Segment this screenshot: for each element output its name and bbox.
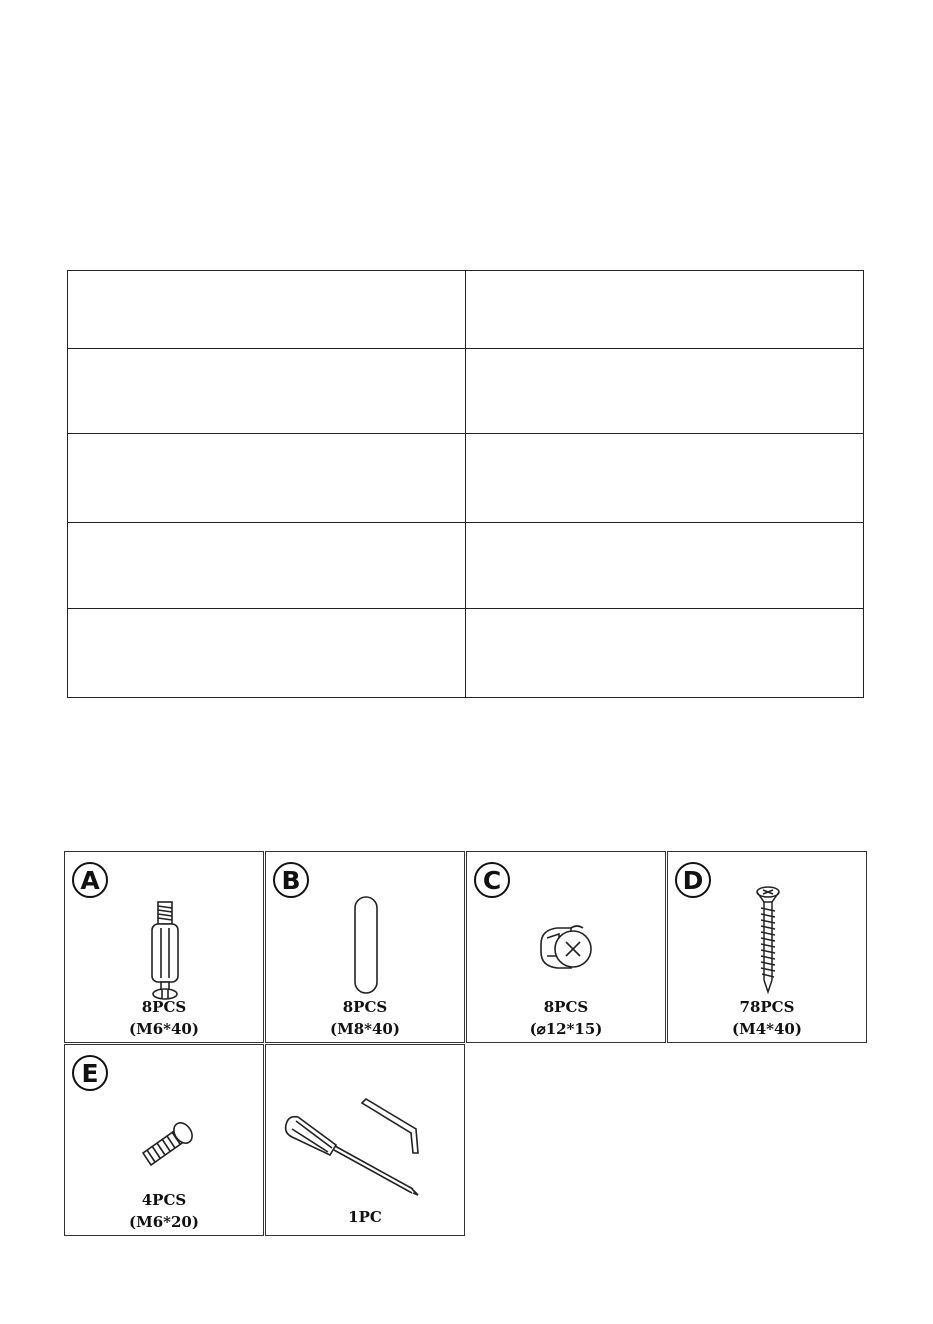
hardware-item-a (64, 851, 264, 1043)
hardware-item-c (466, 851, 666, 1043)
hardware-list (64, 851, 867, 1236)
table-cell (68, 349, 466, 434)
table-cell (68, 271, 466, 349)
item-letter-badge: D (675, 862, 711, 898)
table-row (68, 271, 864, 349)
item-size: (⌀12*15) (529, 1020, 603, 1038)
item-quantity: 8PCS (342, 998, 388, 1016)
parts-table (67, 270, 864, 698)
table-cell (68, 523, 466, 609)
table-row (68, 609, 864, 698)
item-quantity: 1PC (348, 1208, 382, 1226)
item-size: (M4*40) (732, 1020, 802, 1038)
table-cell (466, 434, 864, 523)
table-row (68, 523, 864, 609)
item-letter-badge: C (474, 862, 510, 898)
item-quantity: 8PCS (543, 998, 589, 1016)
hardware-item-tools (265, 1044, 465, 1236)
table-cell (466, 349, 864, 434)
item-quantity: 78PCS (739, 998, 795, 1016)
item-quantity: 4PCS (141, 1191, 187, 1209)
item-letter-badge: B (273, 862, 309, 898)
table-cell (466, 523, 864, 609)
item-quantity: 8PCS (141, 998, 187, 1016)
table-cell (68, 434, 466, 523)
table-cell (466, 271, 864, 349)
item-letter-badge: A (72, 862, 108, 898)
hardware-item-d (667, 851, 867, 1043)
hardware-item-b (265, 851, 465, 1043)
item-letter-badge: E (72, 1055, 108, 1091)
table-row (68, 349, 864, 434)
table-row (68, 434, 864, 523)
table-cell (68, 609, 466, 698)
item-size: (M8*40) (330, 1020, 400, 1038)
item-size: (M6*20) (129, 1213, 199, 1231)
hardware-item-e (64, 1044, 264, 1236)
table-cell (466, 609, 864, 698)
item-size: (M6*40) (129, 1020, 199, 1038)
